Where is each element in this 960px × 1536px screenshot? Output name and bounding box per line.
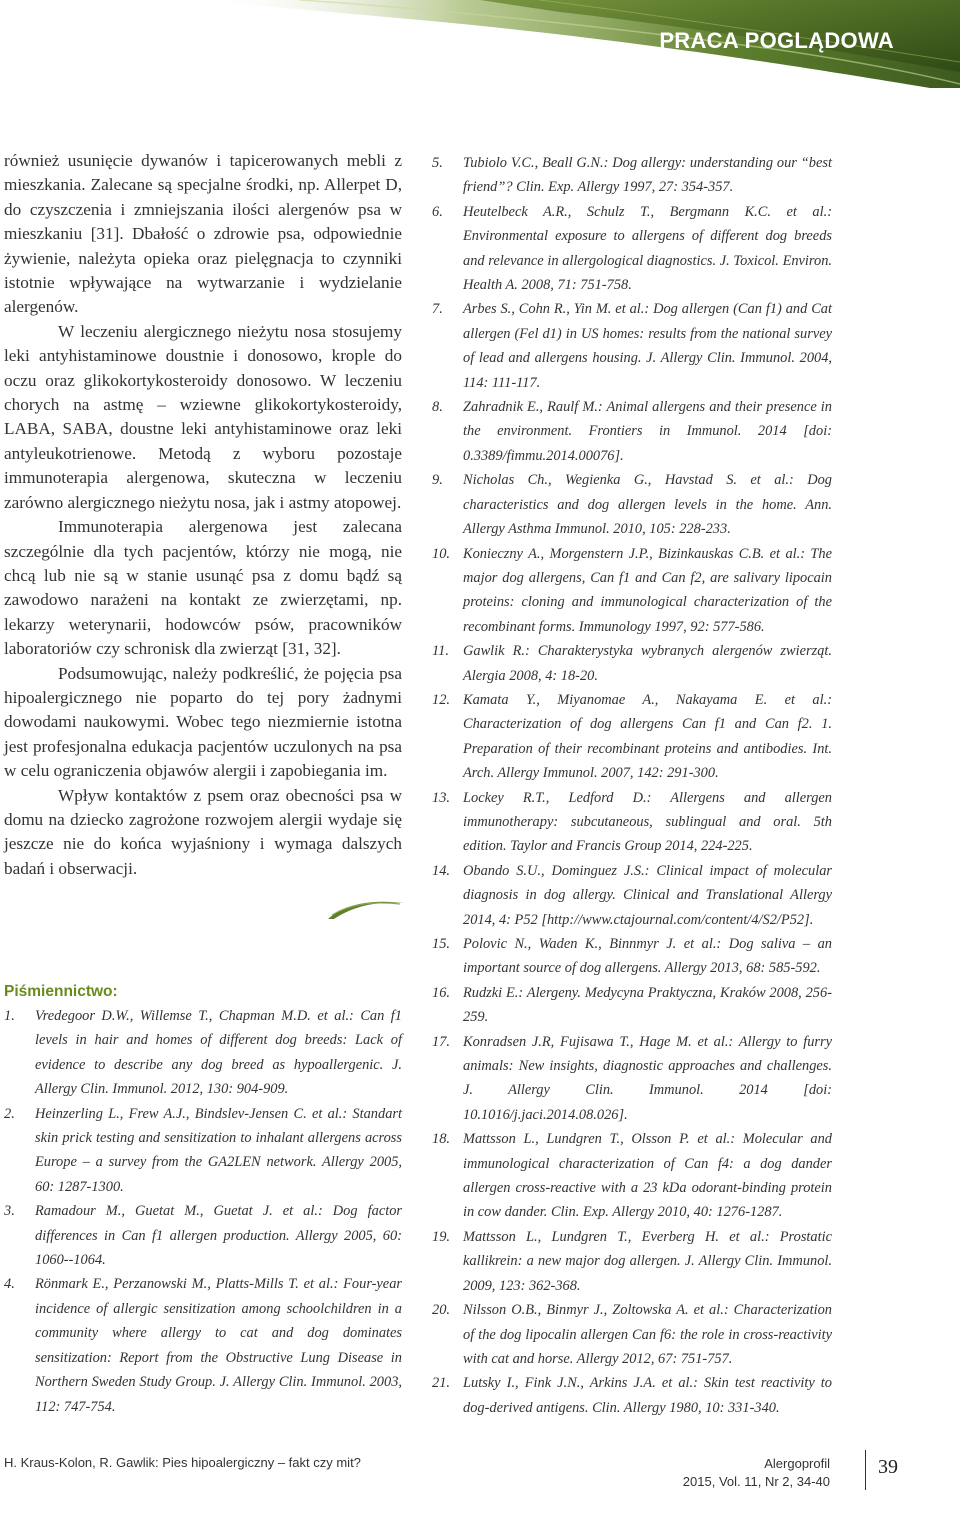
reference-item: [432, 200, 832, 298]
reference-text: Lockey R.T., Ledford D.: Allergens and allergen immunotherapy: subcutaneous, sublingual and oral. 5th edition. Taylor and Francis Group 2014, 224-225.: [463, 789, 832, 855]
reference-item: [432, 468, 832, 541]
reference-item: [432, 932, 832, 981]
paragraph: również usunięcie dywanów i tapicerowanych mebli z mieszkania. Zalecane są specjalne środki, np. Allerpet D, do czyszczenia i zmniejszania ilości alergenów psa w mieszkaniu [31]. Dbałość o zdrowie psa, odpowiednie żywienie, należyta opieka oraz pielęgnacja to czynniki istotnie wpływające na wytwarzanie i wydzielanie alergenów.: [4, 151, 402, 317]
reference-text: Tubiolo V.C., Beall G.N.: Dog allergy: understanding our “best friend”? Clin. Exp. Allergy 1997, 27: 354-357.: [463, 155, 832, 196]
reference-text: Vredegoor D.W., Willemse T., Chapman M.D. et al.: Can f1 levels in hair and homes of different dog breeds: Lack of evidence to describe any dog breed as hypoallergenic. J. Allergy Clin. Immunol. 2012, 130: 904-909.: [35, 1008, 402, 1098]
references-list-left: [4, 1004, 402, 1419]
reference-number: 7.: [432, 301, 443, 318]
reference-text: Arbes S., Cohn R., Yin M. et al.: Dog allergen (Can f1) and Cat allergen (Fel d1) in US homes: results from the national survey of lead and allergens housing. J. Allergy Clin. Immunol. 2004, 114: 111-117.: [463, 301, 832, 391]
reference-number: 18.: [432, 1131, 450, 1148]
reference-item: [432, 151, 832, 200]
reference-number: 5.: [432, 155, 443, 171]
leaf-swoosh-icon: [326, 895, 406, 921]
reference-item: [432, 1030, 832, 1128]
reference-text: Konradsen J.R, Fujisawa T., Hage M. et al.: Allergy to furry animals: New insights, diagnostic approaches and challenges. J. Allergy Clin. Immunol. 2014 [doi: 10.1016/j.jaci.2014.08.026].: [463, 1033, 832, 1123]
reference-number: 4.: [4, 1276, 15, 1293]
footer-article-title: H. Kraus-Kolon, R. Gawlik: Pies hipoalergiczny – fakt czy mit?: [4, 1455, 361, 1470]
reference-number: 3.: [4, 1203, 15, 1220]
footer-journal-info: [683, 1455, 830, 1491]
reference-number: 8.: [432, 399, 443, 416]
reference-item: [4, 1272, 402, 1418]
reference-item: [432, 981, 832, 1030]
reference-text: Heutelbeck A.R., Schulz T., Bergmann K.C. et al.: Environmental exposure to allergens of different dog breeds and relevance in allergological diagnostics. J. Toxicol. Environ. Health A. 2008, 71: 751-758.: [463, 203, 832, 294]
reference-item: [4, 1102, 402, 1200]
reference-text: Ramadour M., Guetat M., Guetat J. et al.: Dog factor differences in Can f1 allergen production. Allergy 2005, 60: 1060--1064.: [35, 1203, 402, 1269]
paragraph: Immunoterapia alergenowa jest zalecana szczególnie dla tych pacjentów, którzy nie mogą, nie chcą lub nie są w stanie usunąć psa z domu bądź są zawodowo narażeni na kontakt ze zwierzętami, np. lekarzy weterynarii, hodowców psów, pracowników laboratoriów czy schronisk dla zwierząt [31, 32].: [4, 517, 402, 659]
reference-number: 2.: [4, 1105, 15, 1122]
reference-item: [432, 688, 832, 786]
paragraph: Wpływ kontaktów z psem oraz obecności psa w domu na dziecko zagrożone rozwojem alergii wydaje się jeszcze nie do końca wyjaśniony i wymaga dalszych badań i obserwacji.: [4, 785, 402, 878]
reference-number: 9.: [432, 472, 443, 489]
reference-item: [432, 1371, 832, 1420]
reference-text: Lutsky I., Fink J.N., Arkins J.A. et al.: Skin test reactivity to dog-derived antigens. Clin. Allergy 1980, 10: 331-340.: [463, 1375, 832, 1416]
reference-number: 13.: [432, 789, 450, 806]
page-number: 39: [878, 1456, 898, 1478]
reference-number: 11.: [432, 643, 449, 660]
reference-number: 12.: [432, 691, 450, 708]
reference-text: Zahradnik E., Raulf M.: Animal allergens and their presence in the environment. Frontiers in Immunol. 2014 [doi: 0.3389/fimmu.2014.00076].: [463, 399, 832, 464]
reference-item: [432, 1127, 832, 1225]
journal-name: Alergoprofil: [764, 1456, 830, 1471]
reference-text: Kamata Y., Miyanomae A., Nakayama E. et al.: Characterization of dog allergens Can f1 and Can f2. 1. Preparation of their recombinant proteins and antibodies. Int. Arch. Allergy Immunol. 2007, 142: 291-300.: [463, 691, 832, 782]
reference-item: [432, 786, 832, 859]
reference-number: 19.: [432, 1228, 450, 1245]
reference-item: [4, 1199, 402, 1272]
reference-number: 15.: [432, 936, 450, 952]
reference-number: 1.: [4, 1008, 15, 1024]
reference-item: [4, 1004, 402, 1102]
reference-text: Konieczny A., Morgenstern J.P., Bizinkauskas C.B. et al.: The major dog allergens, Can f1 and Can f2, are salivary lipocain proteins: cloning and immunological characterization of the recombinant forms. Immunology 1997, 92: 577-586.: [463, 545, 832, 635]
reference-number: 14.: [432, 862, 450, 879]
reference-number: 10.: [432, 545, 450, 562]
reference-text: Heinzerling L., Frew A.J., Bindslev-Jensen C. et al.: Standart skin prick testing and sensitization to inhalant allergens across Europe – a survey from the GA2LEN network. Allergy 2005, 60: 1287-1300.: [35, 1105, 402, 1195]
reference-text: Nicholas Ch., Wegienka G., Havstad S. et al.: Dog characteristics and dog allergen levels in the home. Ann. Allergy Asthma Immunol. 2010, 105: 228-233.: [463, 472, 832, 538]
reference-text: Mattsson L., Lundgren T., Olsson P. et al.: Molecular and immunological characterization of Can f4: a dog dander allergen cross-reactive with a 23 kDa odorant-binding protein in cow dander. Clin. Exp. Allergy 2010, 40: 1276-1287.: [463, 1131, 832, 1221]
references-list-right: [432, 151, 832, 1420]
reference-number: 6.: [432, 203, 443, 220]
reference-item: [432, 639, 832, 688]
reference-item: [432, 395, 832, 468]
reference-item: [432, 542, 832, 640]
reference-item: [432, 1298, 832, 1371]
reference-number: 17.: [432, 1033, 450, 1050]
reference-item: [432, 297, 832, 395]
reference-item: [432, 1225, 832, 1298]
reference-item: [432, 859, 832, 932]
reference-text: Nilsson O.B., Binmyr J., Zoltowska A. et al.: Characterization of the dog lipocalin allergen Can f6: the role in cross-reactivity with cat and horse. Allergy 2012, 67: 751-757.: [463, 1302, 832, 1367]
reference-text: Rönmark E., Perzanowski M., Platts-Mills T. et al.: Four-year incidence of allergic sensitization among schoolchildren in a community where allergy to cat and dog dominates sensitization: Report from the Obstructive Lung Disease in Northern Sweden Study Group. J. Allergy Clin. Immunol. 2003, 112: 747-754.: [35, 1276, 402, 1415]
paragraph: W leczeniu alergicznego nieżytu nosa stosujemy leki antyhistaminowe doustnie i donosowo, krople do oczu oraz glikokortykosteroidy donosowo. W leczeniu chorych na astmę – wziewne glikokortykosteroidy, LABA, SABA, doustne leki antyhistaminowe oraz leki antyleukotrienowe. Metodą z wyboru pozostaje immunoterapia alergenowa, skuteczna w leczeniu zarówno alergicznego nieżytu nosa, jak i astmy atopowej.: [4, 321, 402, 512]
page-header: [0, 0, 960, 88]
reference-text: Rudzki E.: Alergeny. Medycyna Praktyczna, Kraków 2008, 256-259.: [463, 984, 832, 1026]
footer-divider: [865, 1450, 866, 1490]
reference-text: Polovic N., Waden K., Binnmyr J. et al.: Dog saliva – an important source of dog allergens. Allergy 2013, 68: 585-592.: [463, 936, 832, 977]
main-text-column: [4, 149, 402, 881]
reference-number: 20.: [432, 1302, 450, 1319]
references-heading: Piśmiennictwo:: [4, 983, 118, 1000]
reference-text: Obando S.U., Dominguez J.S.: Clinical impact of molecular diagnosis in dog allergy. Clinical and Translational Allergy 2014, 4: P52 [http://www.ctajournal.com/content/4/S2/P52].: [463, 862, 832, 928]
paragraph: Podsumowując, należy podkreślić, że pojęcia psa hipoalergicznego nie poparto do tej pory żadnymi dowodami naukowymi. Wobec tego niezmiernie istotna jest profesjonalna edukacja pacjentów uczulonych na psa w celu ograniczenia objawów alergii i zapobiegania im.: [4, 663, 402, 781]
reference-number: 21.: [432, 1375, 450, 1392]
journal-issue: 2015, Vol. 11, Nr 2, 34-40: [682, 1474, 830, 1489]
reference-text: Gawlik R.: Charakterystyka wybranych alergenów zwierząt. Alergia 2008, 4: 18-20.: [463, 643, 832, 684]
reference-number: 16.: [432, 984, 450, 1001]
section-title: PRACA POGLĄDOWA: [659, 28, 894, 53]
reference-text: Mattsson L., Lundgren T., Everberg H. et al.: Prostatic kallikrein: a new major dog allergen. J. Allergy Clin. Immunol. 2009, 123: 362-368.: [463, 1228, 832, 1294]
